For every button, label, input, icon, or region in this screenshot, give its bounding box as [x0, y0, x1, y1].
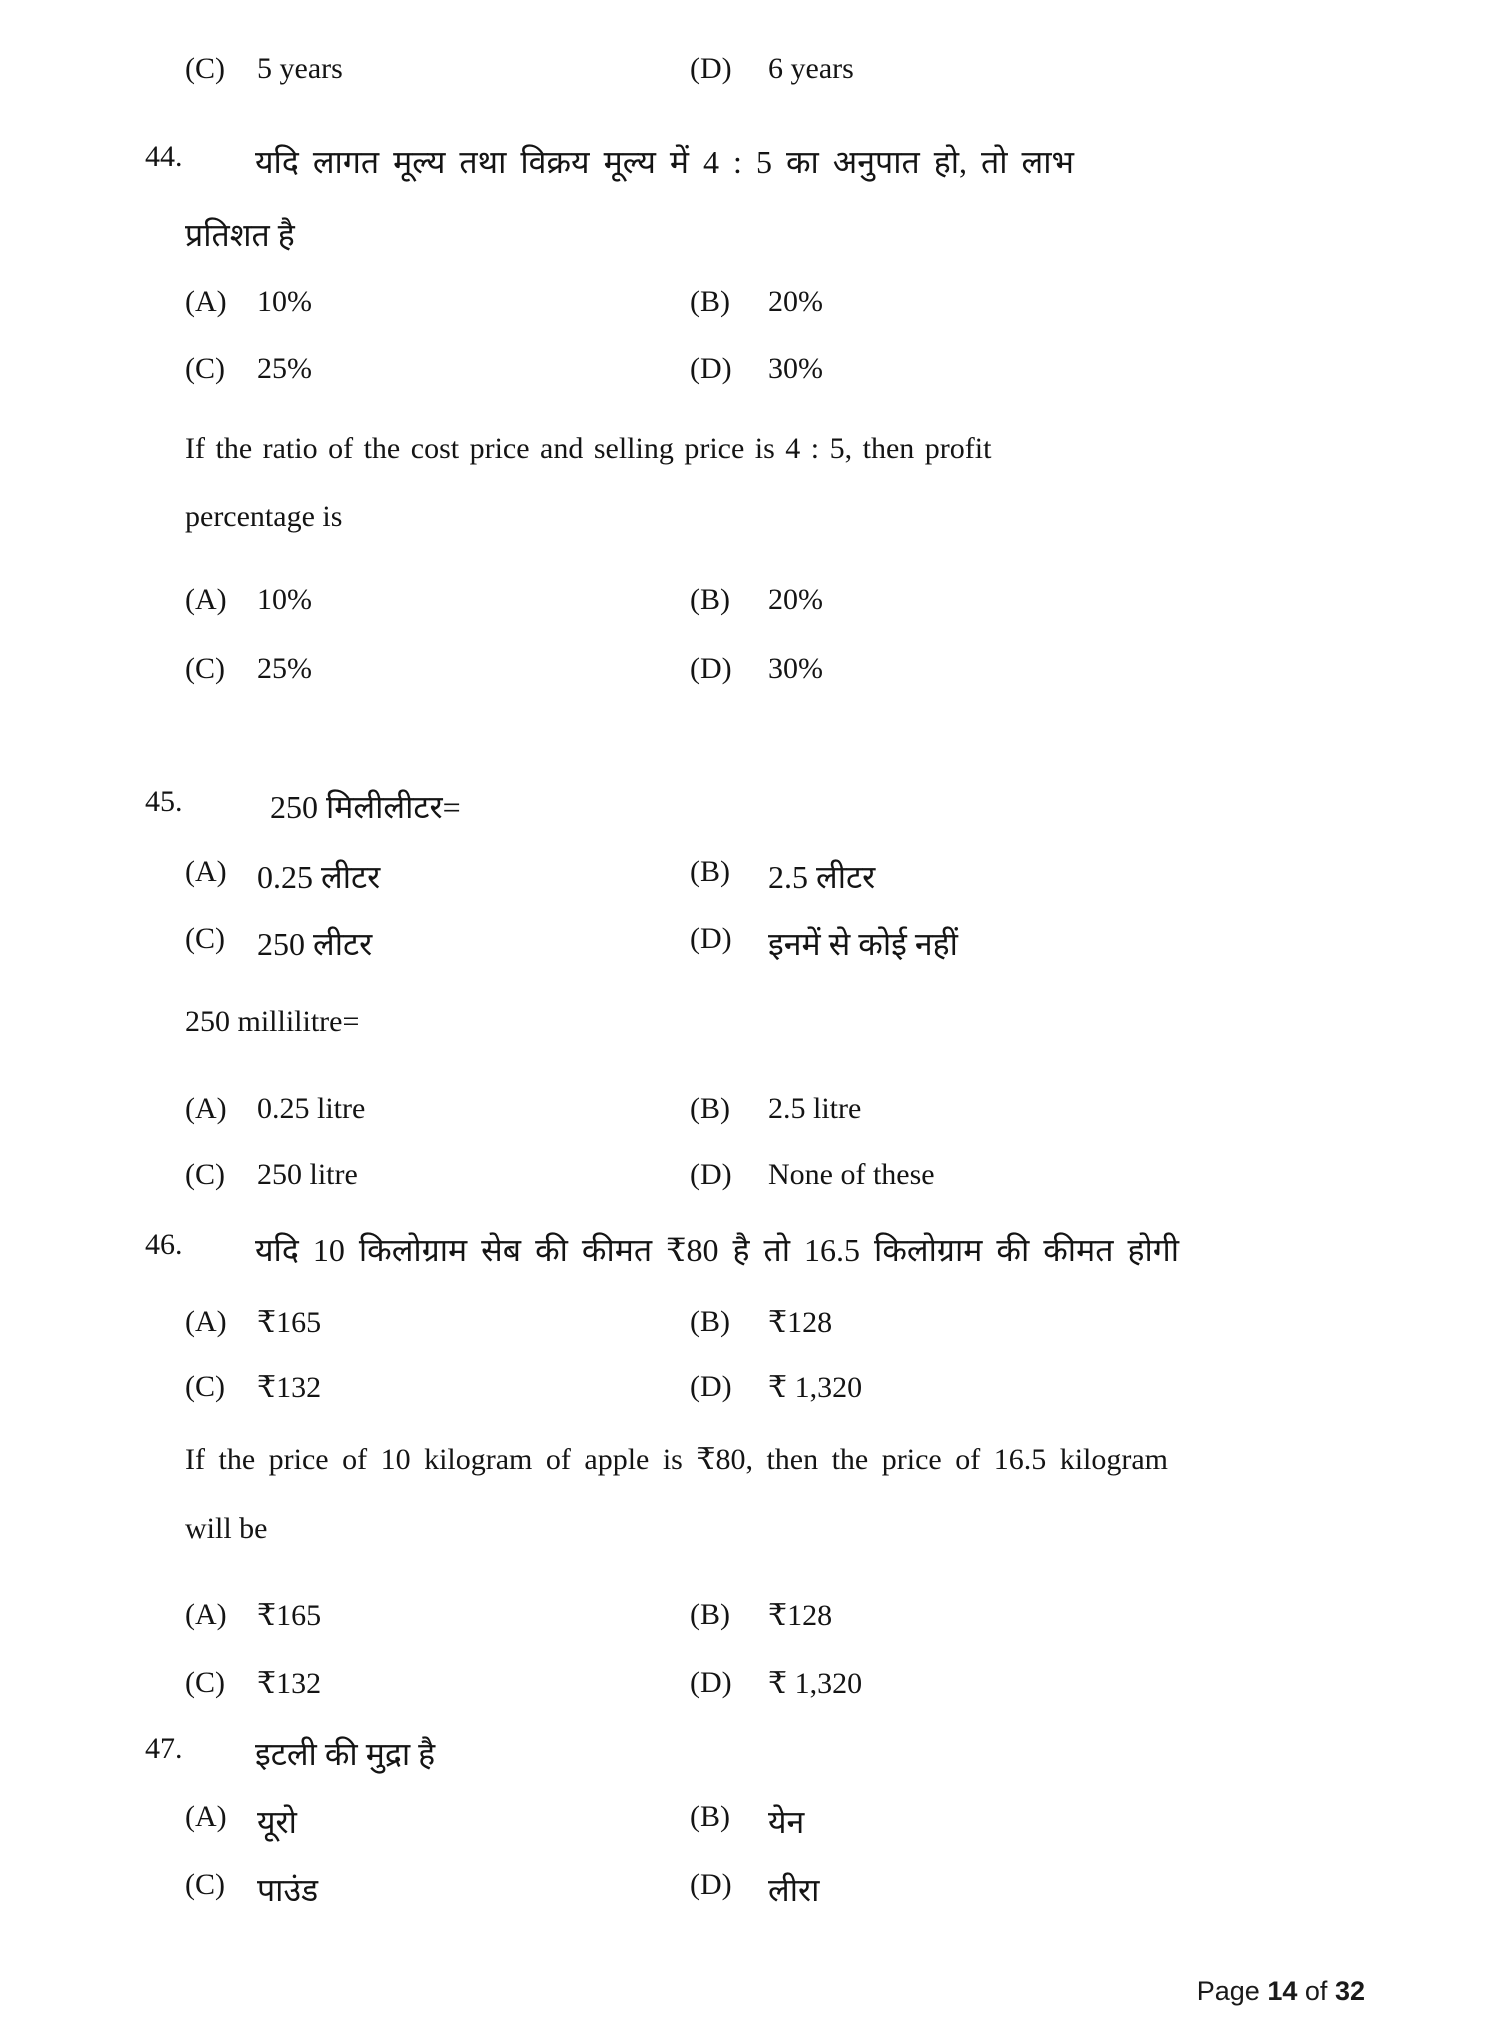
- question-47-options-row-ab: [0, 1800, 1505, 1848]
- question-44-hindi-options-row-cd: [0, 352, 1505, 400]
- total-pages: 32: [1334, 1976, 1365, 2006]
- option-label-c: (C): [185, 652, 225, 685]
- option-value-b: 20%: [768, 285, 823, 318]
- question-text-english: percentage is: [185, 500, 343, 533]
- option-value-d: 30%: [768, 352, 823, 385]
- option-label-a: (A): [185, 855, 227, 888]
- option-label-a: (A): [185, 1598, 227, 1631]
- question-44-english-options-row-cd: [0, 652, 1505, 700]
- option-label-c: (C): [185, 1868, 225, 1901]
- option-value-d: ₹ 1,320: [768, 1371, 863, 1404]
- option-label-a: (A): [185, 1092, 227, 1125]
- option-value-c: 250 litre: [257, 1158, 358, 1191]
- question-45-english-options-row-ab: [0, 1092, 1505, 1140]
- question-45-hindi-options-row-ab: [0, 855, 1505, 903]
- option-value-b: 2.5 litre: [768, 1092, 862, 1125]
- option-label-c: (C): [185, 1370, 225, 1403]
- option-value-c: ₹132: [257, 1667, 322, 1700]
- option-label-c: (C): [185, 1158, 225, 1191]
- option-label-d: (D): [690, 1868, 732, 1901]
- prev-question-options-row: [0, 52, 1505, 100]
- option-value-a: 10%: [257, 583, 312, 616]
- option-label-a: (A): [185, 1305, 227, 1338]
- question-text-hindi: इटली की मुद्रा है: [255, 1736, 436, 1772]
- question-44-english-options-row-ab: [0, 583, 1505, 631]
- option-value-b: 2.5 लीटर: [768, 859, 876, 895]
- option-value-c: 250 लीटर: [257, 926, 373, 962]
- option-value-d: None of these: [768, 1158, 935, 1191]
- option-value-c: पाउंड: [257, 1872, 319, 1908]
- option-value-a: 0.25 लीटर: [257, 859, 381, 895]
- option-value-c: ₹132: [257, 1371, 322, 1404]
- question-44-hindi-options-row-ab: [0, 285, 1505, 333]
- question-44-english-line2: [0, 500, 1505, 548]
- option-value-a: 0.25 litre: [257, 1092, 366, 1125]
- option-value-d: 6 years: [768, 52, 854, 85]
- question-45-english-options-row-cd: [0, 1158, 1505, 1206]
- option-value-b: ₹128: [768, 1306, 833, 1339]
- page-word: Page: [1196, 1976, 1260, 2006]
- page-number: 14: [1267, 1976, 1298, 2006]
- question-text-english: If the ratio of the cost price and selling price is 4 : 5, then profit: [185, 432, 992, 465]
- option-value-a: यूरो: [257, 1804, 297, 1840]
- option-value-c: 25%: [257, 652, 312, 685]
- question-number: 46.: [145, 1228, 183, 1261]
- question-46-english-options-row-ab: [0, 1598, 1505, 1646]
- option-label-b: (B): [690, 1800, 730, 1833]
- option-value-b: ₹128: [768, 1599, 833, 1632]
- question-47-hindi-line1: [0, 1732, 1505, 1780]
- question-46-english-line2: [0, 1512, 1505, 1560]
- option-label-b: (B): [690, 1598, 730, 1631]
- option-value-a: ₹165: [257, 1306, 322, 1339]
- question-number: 44.: [145, 140, 183, 173]
- question-46-hindi-options-row-cd: [0, 1370, 1505, 1418]
- question-number: 47.: [145, 1732, 183, 1765]
- option-label-a: (A): [185, 583, 227, 616]
- question-text-hindi: यदि 10 किलोग्राम सेब की कीमत ₹80 है तो 16.5 किलोग्राम की कीमत होगी: [255, 1232, 1180, 1268]
- option-label-b: (B): [690, 1305, 730, 1338]
- question-text-english: If the price of 10 kilogram of apple is ₹80, then the price of 16.5 kilogram: [185, 1443, 1168, 1476]
- question-46-hindi-line1: [0, 1228, 1505, 1276]
- option-value-a: ₹165: [257, 1599, 322, 1632]
- question-46-english-line1: [0, 1442, 1505, 1490]
- question-text-hindi: प्रतिशत है: [185, 217, 295, 253]
- question-text-english: 250 millilitre=: [185, 1005, 360, 1038]
- option-value-b: येन: [768, 1804, 805, 1840]
- question-46-hindi-options-row-ab: [0, 1305, 1505, 1353]
- option-value-d: 30%: [768, 652, 823, 685]
- option-label-d: (D): [690, 1370, 732, 1403]
- option-label-a: (A): [185, 285, 227, 318]
- option-label-b: (B): [690, 855, 730, 888]
- option-label-d: (D): [690, 352, 732, 385]
- option-label-d: (D): [690, 922, 732, 955]
- question-44-hindi-line1: [0, 140, 1505, 188]
- page-footer: [1197, 1976, 1365, 2007]
- option-value-d: इनमें से कोई नहीं: [768, 926, 958, 962]
- question-text-hindi: यदि लागत मूल्य तथा विक्रय मूल्य में 4 : 5 का अनुपात हो, तो लाभ: [255, 144, 1075, 180]
- option-label-c: (C): [185, 922, 225, 955]
- option-label-c: (C): [185, 352, 225, 385]
- option-value-c: 25%: [257, 352, 312, 385]
- option-label-b: (B): [690, 583, 730, 616]
- option-value-a: 10%: [257, 285, 312, 318]
- option-value-d: लीरा: [768, 1872, 820, 1908]
- question-45-hindi-heading: [0, 785, 1505, 833]
- question-46-english-options-row-cd: [0, 1666, 1505, 1714]
- option-label-b: (B): [690, 285, 730, 318]
- option-label-c: (C): [185, 1666, 225, 1699]
- question-45-english-heading: [0, 1005, 1505, 1053]
- option-label-b: (B): [690, 1092, 730, 1125]
- option-label-c: (C): [185, 52, 225, 85]
- option-value-d: ₹ 1,320: [768, 1667, 863, 1700]
- question-45-hindi-options-row-cd: [0, 922, 1505, 970]
- option-label-d: (D): [690, 52, 732, 85]
- option-label-d: (D): [690, 1158, 732, 1191]
- question-44-hindi-line2: [0, 213, 1505, 261]
- question-44-english-line1: [0, 432, 1505, 480]
- question-47-options-row-cd: [0, 1868, 1505, 1916]
- option-value-b: 20%: [768, 583, 823, 616]
- question-text-english: will be: [185, 1512, 268, 1545]
- option-label-d: (D): [690, 1666, 732, 1699]
- of-word: of: [1304, 1976, 1328, 2006]
- option-value-c: 5 years: [257, 52, 343, 85]
- question-text-hindi: 250 मिलीलीटर=: [270, 789, 461, 825]
- option-label-d: (D): [690, 652, 732, 685]
- option-label-a: (A): [185, 1800, 227, 1833]
- question-number: 45.: [145, 785, 183, 818]
